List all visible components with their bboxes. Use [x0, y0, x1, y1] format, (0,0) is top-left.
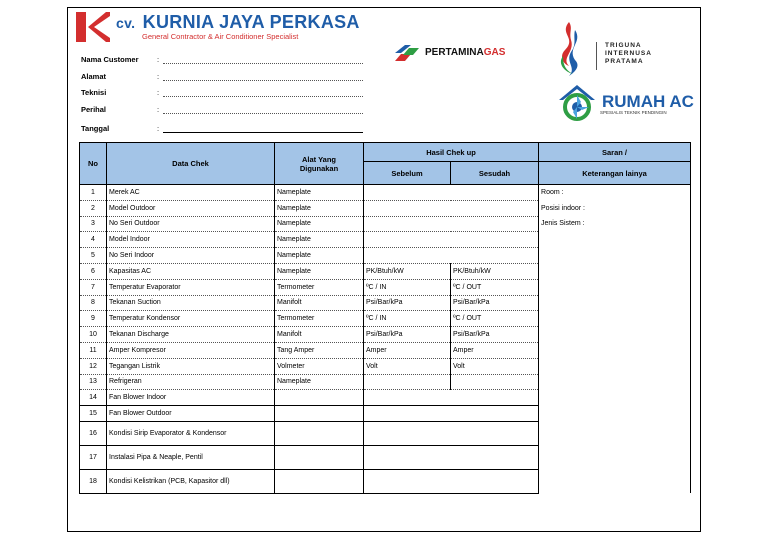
- row-number: 8: [80, 295, 107, 311]
- row-alat: [275, 390, 364, 406]
- row-sebelum[interactable]: Amper: [364, 342, 451, 358]
- table-row: [80, 216, 691, 232]
- row-data-chek: Tekanan Suction: [107, 295, 275, 311]
- row-saran[interactable]: [539, 295, 691, 311]
- row-data-chek: Refrigeran: [107, 374, 275, 390]
- row-data-chek: Kondisi Sirip Evaporator & Kondensor: [107, 421, 275, 445]
- row-number: 18: [80, 469, 107, 493]
- row-alat: Volmeter: [275, 358, 364, 374]
- table-row: [80, 232, 691, 248]
- table-row: [80, 421, 691, 445]
- header-no: No: [80, 143, 107, 185]
- row-saran[interactable]: [539, 358, 691, 374]
- row-sesudah[interactable]: Amper: [451, 342, 539, 358]
- row-saran[interactable]: [539, 374, 691, 390]
- row-data-chek: Model Indoor: [107, 232, 275, 248]
- row-alat: Nameplate: [275, 216, 364, 232]
- row-alat: Termometer: [275, 279, 364, 295]
- row-number: 13: [80, 374, 107, 390]
- row-hasil-merged[interactable]: [364, 421, 539, 445]
- row-alat: Nameplate: [275, 185, 364, 201]
- row-alat: Nameplate: [275, 232, 364, 248]
- company-name: [116, 12, 360, 33]
- table-row: [80, 390, 691, 406]
- row-data-chek: No Seri Outdoor: [107, 216, 275, 232]
- row-saran[interactable]: [539, 342, 691, 358]
- header-keterangan: Keterangan lainya: [539, 162, 691, 185]
- header-sebelum: Sebelum: [364, 162, 451, 185]
- field-colon: :: [157, 55, 160, 64]
- field-input-line[interactable]: [163, 132, 363, 133]
- row-saran[interactable]: [539, 263, 691, 279]
- row-data-chek: Fan Blower Indoor: [107, 390, 275, 406]
- field-colon: :: [157, 72, 160, 81]
- row-sebelum[interactable]: Psi/Bar/kPa: [364, 327, 451, 343]
- row-alat: Nameplate: [275, 374, 364, 390]
- table-row: [80, 200, 691, 216]
- field-label: Tanggal: [81, 124, 110, 133]
- row-saran[interactable]: [539, 327, 691, 343]
- row-sebelum[interactable]: PK/Btuh/kW: [364, 263, 451, 279]
- header-alat: [275, 143, 364, 185]
- row-alat: Manifolt: [275, 295, 364, 311]
- field-label: Nama Customer: [81, 55, 139, 64]
- row-alat: Manifolt: [275, 327, 364, 343]
- company-title: KURNIA JAYA PERKASA: [142, 12, 360, 32]
- field-input-line[interactable]: [163, 63, 363, 64]
- header-data-chek: Data Chek: [107, 143, 275, 185]
- row-data-chek: Fan Blower Outdoor: [107, 406, 275, 422]
- triguna-line: INTERNUSA: [605, 50, 652, 57]
- row-saran[interactable]: [539, 311, 691, 327]
- field-label: Perihal: [81, 105, 107, 114]
- saran-note[interactable]: Room :: [539, 185, 691, 201]
- row-sesudah[interactable]: Volt: [451, 358, 539, 374]
- company-tagline: General Contractor & Air Conditioner Specialist: [142, 32, 299, 41]
- table-row: [80, 327, 691, 343]
- field-label: Alamat: [81, 72, 107, 81]
- row-data-chek: Temperatur Kondensor: [107, 311, 275, 327]
- row-hasil-merged[interactable]: [364, 406, 539, 422]
- row-hasil-merged[interactable]: [364, 248, 539, 264]
- saran-note[interactable]: Jenis Sistem :: [539, 216, 691, 232]
- row-data-chek: Kondisi Kelistrikan (PCB, Kapasitor dll): [107, 469, 275, 493]
- row-data-chek: Instalasi Pipa & Neaple, Pentil: [107, 445, 275, 469]
- table-row: [80, 342, 691, 358]
- field-input-line[interactable]: [163, 113, 363, 114]
- row-alat: Tang Amper: [275, 342, 364, 358]
- company-prefix: cv.: [116, 15, 136, 31]
- header-sesudah: Sesudah: [451, 162, 539, 185]
- row-alat: Termometer: [275, 311, 364, 327]
- row-saran[interactable]: [539, 248, 691, 264]
- field-teknisi: [81, 88, 160, 97]
- header-saran: Saran /: [539, 143, 691, 162]
- pertamina-gas-logo: [425, 47, 505, 58]
- row-sesudah[interactable]: Psi/Bar/kPa: [451, 327, 539, 343]
- row-alat: [275, 469, 364, 493]
- check-table-body: [80, 185, 691, 494]
- table-row: [80, 185, 691, 201]
- row-sebelum[interactable]: Volt: [364, 358, 451, 374]
- field-tanggal: [81, 124, 160, 133]
- row-number: 16: [80, 421, 107, 445]
- row-number: 4: [80, 232, 107, 248]
- row-hasil-merged[interactable]: [364, 200, 539, 216]
- row-number: 6: [80, 263, 107, 279]
- row-data-chek: Model Outdoor: [107, 200, 275, 216]
- table-row: [80, 279, 691, 295]
- rumah-ac-tagline: SPESIALIS TEKNIK PENDINGIN: [600, 110, 667, 115]
- row-number: 12: [80, 358, 107, 374]
- table-row: [80, 358, 691, 374]
- row-data-chek: Tekanan Discharge: [107, 327, 275, 343]
- row-alat: [275, 406, 364, 422]
- row-saran[interactable]: [539, 469, 691, 493]
- rumah-ac-title: RUMAH AC: [602, 92, 694, 111]
- row-saran[interactable]: [539, 406, 691, 422]
- row-data-chek: Merek AC: [107, 185, 275, 201]
- row-number: 14: [80, 390, 107, 406]
- table-row: [80, 445, 691, 469]
- table-row: [80, 374, 691, 390]
- triguna-logo-text: [605, 42, 652, 66]
- header-hasil: Hasil Chek up: [364, 143, 539, 162]
- row-alat: [275, 421, 364, 445]
- row-hasil-merged[interactable]: [364, 232, 539, 248]
- row-number: 3: [80, 216, 107, 232]
- row-number: 11: [80, 342, 107, 358]
- field-colon: :: [157, 105, 160, 114]
- row-number: 17: [80, 445, 107, 469]
- row-hasil-merged[interactable]: [364, 445, 539, 469]
- field-input-line[interactable]: [163, 96, 363, 97]
- row-sebelum[interactable]: ºC / IN: [364, 279, 451, 295]
- row-data-chek: Kapasitas AC: [107, 263, 275, 279]
- row-sesudah[interactable]: ºC / OUT: [451, 279, 539, 295]
- row-saran[interactable]: [539, 445, 691, 469]
- field-perihal: [81, 105, 160, 114]
- row-hasil-merged[interactable]: [364, 185, 539, 201]
- row-number: 5: [80, 248, 107, 264]
- row-sebelum[interactable]: [364, 374, 451, 390]
- row-sesudah[interactable]: Psi/Bar/kPa: [451, 295, 539, 311]
- field-alamat: [81, 72, 160, 81]
- check-table: [79, 142, 691, 494]
- row-saran[interactable]: [539, 279, 691, 295]
- header-alat-line2: Digunakan: [299, 163, 339, 173]
- row-data-chek: Tegangan Listrik: [107, 358, 275, 374]
- field-colon: :: [157, 88, 160, 97]
- row-number: 10: [80, 327, 107, 343]
- header-alat-line1: Alat Yang: [301, 154, 337, 164]
- saran-note[interactable]: Posisi indoor :: [539, 200, 691, 216]
- row-data-chek: No Seri Indoor: [107, 248, 275, 264]
- table-row: [80, 406, 691, 422]
- row-sebelum[interactable]: Psi/Bar/kPa: [364, 295, 451, 311]
- row-sesudah[interactable]: [451, 374, 539, 390]
- row-alat: Nameplate: [275, 200, 364, 216]
- row-hasil-merged[interactable]: [364, 216, 539, 232]
- row-number: 1: [80, 185, 107, 201]
- row-hasil-merged[interactable]: [364, 469, 539, 493]
- triguna-line: PRATAMA: [605, 58, 644, 65]
- company-logo-icon: [76, 12, 110, 42]
- table-row: [80, 248, 691, 264]
- table-row: [80, 311, 691, 327]
- field-label: Teknisi: [81, 88, 107, 97]
- row-data-chek: Temperatur Evaporator: [107, 279, 275, 295]
- pertamina-logo-icon: [391, 45, 421, 61]
- row-number: 15: [80, 406, 107, 422]
- field-nama-customer: [81, 55, 160, 64]
- triguna-divider: [596, 42, 597, 70]
- row-saran[interactable]: [539, 390, 691, 406]
- row-saran[interactable]: [539, 421, 691, 445]
- row-number: 9: [80, 311, 107, 327]
- pertamina-name: PERTAMINA: [425, 47, 484, 58]
- pertamina-gas-suffix: GAS: [483, 47, 506, 58]
- row-data-chek: Amper Kompresor: [107, 342, 275, 358]
- rumah-ac-house-icon: [555, 82, 599, 122]
- row-number: 2: [80, 200, 107, 216]
- row-alat: [275, 445, 364, 469]
- field-input-line[interactable]: [163, 80, 363, 81]
- triguna-line: TRIGUNA: [605, 42, 642, 49]
- row-alat: Nameplate: [275, 248, 364, 264]
- row-alat: Nameplate: [275, 263, 364, 279]
- row-sesudah[interactable]: ºC / OUT: [451, 311, 539, 327]
- row-sesudah[interactable]: PK/Btuh/kW: [451, 263, 539, 279]
- field-colon: :: [157, 124, 160, 133]
- row-hasil-merged[interactable]: [364, 390, 539, 406]
- triguna-flame-icon: [555, 20, 585, 78]
- row-saran[interactable]: [539, 232, 691, 248]
- table-row: [80, 469, 691, 493]
- row-number: 7: [80, 279, 107, 295]
- table-row: [80, 295, 691, 311]
- table-row: [80, 263, 691, 279]
- row-sebelum[interactable]: ºC / IN: [364, 311, 451, 327]
